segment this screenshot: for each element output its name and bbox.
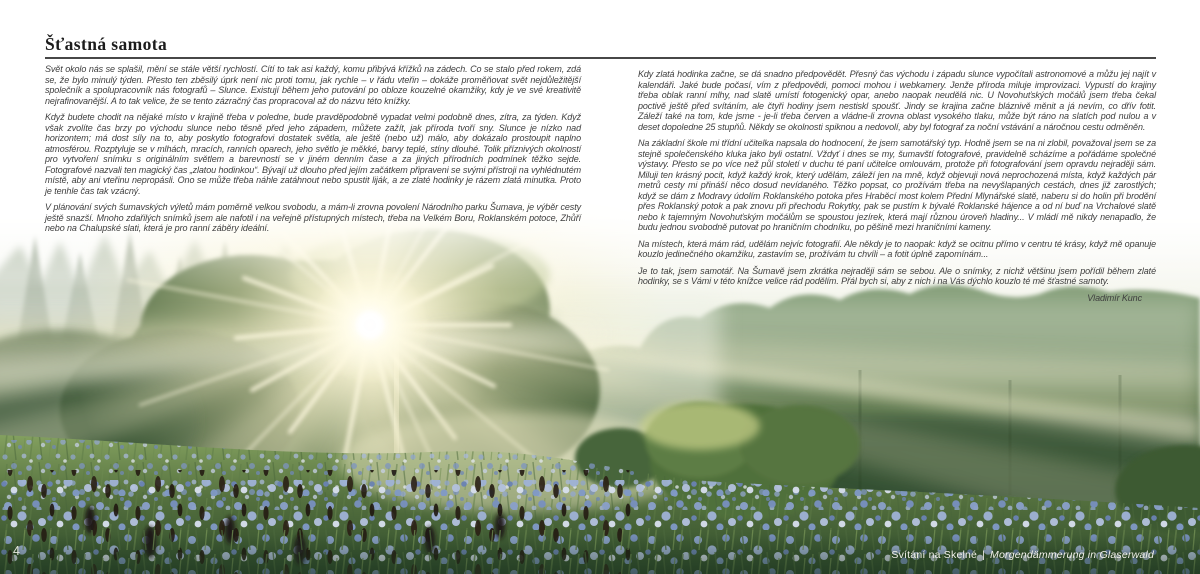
- paragraph: Na základní škole mi třídní učitelka napsala do hodnocení, že jsem samotářský typ. Hodně jsem se na ni zlobil, považoval jsem se za stejně společenského kluka jako byli ostatní. Vždyť i dnes se my, šumavští fotografové, pravidelně scházíme a pořádáme společné výstavy. Přesto se po více než půl století v duchu té paní učitelce omlouvám, protože při fotografování jsem opravdu nejraději sám. Miluji ten krásný pocit, když každý krok, který udělám, záleží jen na mně, když objevuji nová neprochozená místa, když každých pár metrů cesty mi přináší něco dosud nevídaného. Těžko popsat, co prožívám třeba na nevyšlapaných cestách, dnes již zarostlých; když se dám z Modravy údolím Roklanského potoka přes Hraběcí most kolem Přední Mlynářské slatě, naberu si do holin při brodění přes Roklanský potok a pak znovu při přechodu Rokytky, pak se pustím k bývalé Roklanské hájence a od ní buď na Vrchalové slatě nebo k tajemným Novohuťským močálům se spoustou jezírek, která mají různou úroveň hladiny... V mládí mě nikdy nenapadlo, že budu jednou svobodně putovat po hraničním chodníku, po pěšině mezi hraničními kameny.: [638, 138, 1156, 232]
- text-column-left: [45, 64, 581, 240]
- page-title: Šťastná samota: [45, 34, 168, 54]
- paragraph: Kdy zlatá hodinka začne, se dá snadno předpovědět. Přesný čas východu i západu slunce vypočítali astronomové a můžu jej najít v kalendáři. Jaké bude počasí, vím z předpovědi, pomoci mohou i webkamery. Jenže příroda miluje improvizaci. Vypustí do krajiny třeba oblak ranní mlhy, nad slatě umístí fotogenický opar, anebo naopak neudělá nic. U Novohuťských močálů jsem třeba čekal poctivě ještě před svítáním, ale čtyři hodiny jsem nestiskl spoušť. Jindy se krajina začne bláznivě měnit a já nevím, co dřív fotit. Záleží také na tom, kde jsme - je-li třeba červen a vládne-li zrovna oblast vysokého tlaku, může být ráno na slatích pod nulou a v deset dopoledne 25 stupňů. Někdy se okolnosti spiknou a nedovolí, aby byl fotograf za noční vstávání a náročnou cestu odměněn.: [638, 69, 1156, 132]
- text-column-right: [638, 69, 1156, 309]
- paragraph: Když budete chodit na nějaké místo v krajině třeba v poledne, bude pravděpodobně vypadat velmi podobně dnes, zítra, za týden. Když však zvolíte čas brzy po východu slunce nebo těsně před jeho západem, můžete zažít, jak příroda tvoří sny. Slunce je nízko nad horizontem; má dost síly na to, aby poskytlo fotografovi dostatek světla, ale ještě (nebo už) málo, aby dokázalo prostoupit naplno atmosférou. Rozptyluje se v mlhách, mracích, ranních oparech, jeho světlo je měkké, barvy teplé, stíny dlouhé. Tolik příznivých okolností pro vytvoření snímku s originálním světlem a barevností se v jiném denním čase a za jiných přírodních podmínek těžko sejde. Fotografové nazvali ten magický čas „zlatou hodinkou“. Bývají už dlouho před jejím začátkem připraveni se svými přístroji na vyhlédnutém místě, aby ani vteřinu nepropásli. Ono se může třeba náhle zatáhnout nebo spustit liják, a ze zlaté hodinky je rázem zlatá minutka. Proto je tenhle čas tak vzácný.: [45, 112, 581, 196]
- paragraph: Je to tak, jsem samotář. Na Šumavě jsem zkrátka nejraději sám se sebou. Ale o snímky, z nichž většinu jsem pořídil během zlaté hodinky, se s Vámi v této knížce velice rád podělím. Přál bych si, aby z nich i na Vás dýchlo kouzlo té mé šťastné samoty.: [638, 265, 1156, 286]
- photo-caption: [891, 549, 1154, 561]
- paragraph: Svět okolo nás se splašil, mění se stále větší rychlostí. Cítí to tak asi každý, komu přibývá křížků na zádech. Co se stalo před rokem, zdá se, že bylo minulý týden. Přesto ten zběsilý úprk není nic proti tomu, jak rychle – v řádu vteřin – dokáže proměňovat svět nejdůležitější společník a spolupracovník nás fotografů – Slunce. Existují během jeho putování po obloze kouzelné okamžiky, kdy je ve své kreativitě nejrafinovanější. A to tak velice, že se tento zázračný čas propracoval až do názvu této knížky.: [45, 64, 581, 106]
- caption-german: Morgendämmerung in Glaserwald: [990, 549, 1154, 561]
- author-signature: Vladimír Kunc: [1087, 292, 1142, 303]
- caption-czech: Svítání na Skelné: [891, 549, 978, 561]
- paragraph: V plánování svých šumavských výletů mám poměrně velkou svobodu, a mám-li zrovna povolení Národního parku Šumava, je výběr cesty ještě snazší. Mnoho zdařilých snímků jsem ale nafotil i na veřejně přístupných místech, třeba na Velkém Boru, Roklanském potoce, Zhůří nebo na Chalupské slati, která je pro ranní záběry ideální.: [45, 202, 581, 233]
- paragraph: Na místech, která mám rád, udělám nejvíc fotografií. Ale někdy je to naopak: když se ocitnu přímo v centru té krásy, když mě opanuje kouzlo jedinečného okamžiku, zastavím se, prožívám tu chvíli – a fotit úplně zapomínám...: [638, 238, 1156, 259]
- heading-rule: [45, 57, 1156, 59]
- page-number: 4: [13, 544, 20, 558]
- caption-separator: |: [982, 549, 986, 561]
